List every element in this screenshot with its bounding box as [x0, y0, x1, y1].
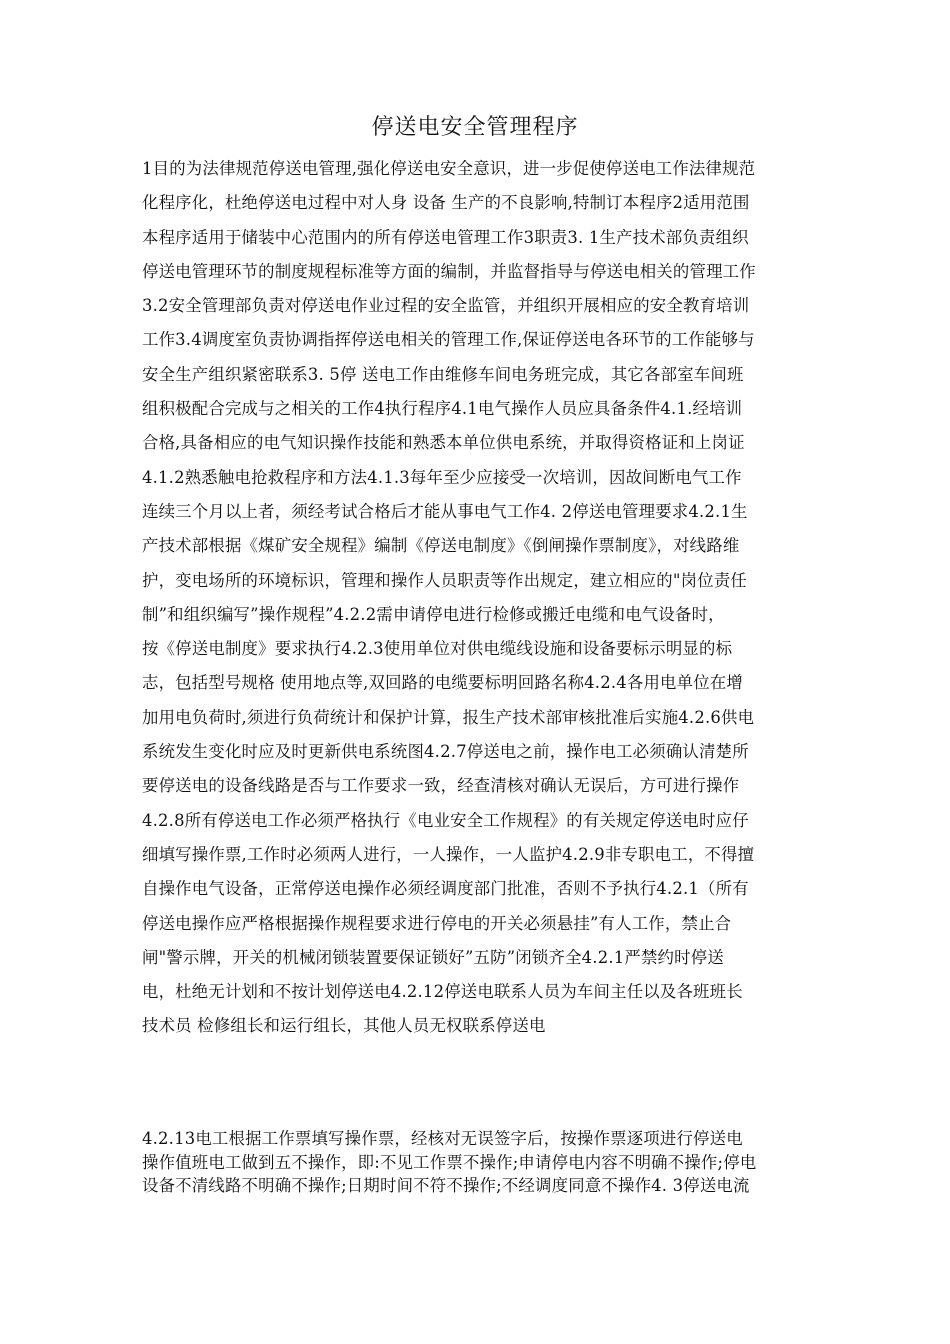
text-line: 工作3.4调度室负责协调指挥停送电相关的管理工作,保证停送电各环节的工作能够与	[142, 330, 755, 350]
text-line: 合格,具备相应的电气知识操作技能和熟悉本单位供电系统，并取得资格证和上岗证	[142, 433, 745, 453]
document-title: 停送电安全管理程序	[371, 115, 579, 140]
text-line: 停送电管理环节的制度规程标准等方面的编制，并监督指导与停送电相关的管理工作	[142, 261, 756, 281]
text-line: 自操作电气设备，正常停送电操作必须经调度部门批准，否则不予执行4.2.1（所有	[142, 879, 749, 899]
text-line: 4.1.2熟悉触电抢救程序和方法4.1.3每年至少应接受一次培训，因故间断电气工作	[142, 467, 742, 487]
text-line: 1目的为法律规范停送电管理,强化停送电安全意识，进一步促使停送电工作法律规范	[142, 159, 756, 178]
text-line: 操作值班电工做到五不操作，即:不见工作票不操作;申请停电内容不明确不操作;停电	[142, 1152, 757, 1172]
text-line: 产技术部根据《煤矿安全规程》编制《停送电制度》《倒闸操作票制度》，对线路维	[142, 536, 740, 556]
document-tail-paragraph	[142, 1127, 830, 1198]
text-line: 3.2安全管理部负责对停送电作业过程的安全监管，并组织开展相应的安全教育培训	[142, 296, 750, 316]
text-line: 组积极配合完成与之相关的工作4执行程序4.1电气操作人员应具备条件4.1.经培训	[142, 399, 743, 419]
text-line: 连续三个月以上者，须经考试合格后才能从事电气工作4. 2停送电管理要求4.2.1生	[142, 501, 748, 521]
text-line: 闸"警示牌，开关的机械闭锁装置要保证锁好”五防”闭锁齐全4.2.1严禁约时停送	[142, 947, 724, 967]
text-line: 细填写操作票,工作时必须两人进行，一人操作，一人监护4.2.9非专职电工，不得擅	[142, 844, 755, 864]
text-line: 加用电负荷时,须进行负荷统计和保护计算，报生产技术部审核批准后实施4.2.6供电	[142, 707, 755, 727]
document-body	[142, 152, 830, 1044]
text-line: 护，变电场所的环境标识，管理和操作人员职责等作出规定，建立相应的"岗位责任	[142, 570, 747, 590]
text-line: 制”和组织编写”操作规程”4.2.2需申请停电进行检修或搬迁电缆和电气设备时，	[142, 604, 725, 624]
text-line: 电，杜绝无计划和不按计划停送电4.2.12停送电联系人员为车间主任以及各班班长	[142, 982, 743, 1002]
text-line: 系统发生变化时应及时更新供电系统图4.2.7停送电之前，操作电工必须确认清楚所	[142, 742, 749, 762]
text-line: 停送电操作应严格根据操作规程要求进行停电的开关必须悬挂”有人工作，禁止合	[142, 913, 732, 933]
text-line: 4.2.13电工根据工作票填写操作票，经核对无误签字后，按操作票逐项进行停送电	[142, 1129, 743, 1148]
text-line: 志，包括型号规格 使用地点等,双回路的电缆要标明回路名称4.2.4各用电单位在增	[142, 673, 744, 693]
text-line: 4.2.8所有停送电工作必须严格执行《电业安全工作规程》的有关规定停送电时应仔	[142, 810, 749, 830]
text-line: 按《停送电制度》要求执行4.2.3使用单位对供电缆线设施和设备要标示明显的标	[142, 639, 733, 659]
text-line: 技术员 检修组长和运行组长，其他人员无权联系停送电	[142, 1016, 546, 1036]
text-line: 安全生产组织紧密联系3. 5停 送电工作由维修车间电务班完成，其它各部室车间班	[142, 364, 744, 384]
text-line: 设备不清线路不明确不操作;日期时间不符不操作;不经调度同意不操作4. 3停送电流	[142, 1176, 750, 1195]
text-line: 本程序适用于储装中心范围内的所有停送电管理工作3职责3. 1生产技术部负责组织	[142, 227, 749, 247]
text-line: 要停送电的设备线路是否与工作要求一致，经查清核对确认无误后，方可进行操作	[142, 776, 740, 796]
text-line: 化程序化，杜绝停送电过程中对人身 设备 生产的不良影响,特制订本程序2适用范围	[142, 193, 750, 213]
